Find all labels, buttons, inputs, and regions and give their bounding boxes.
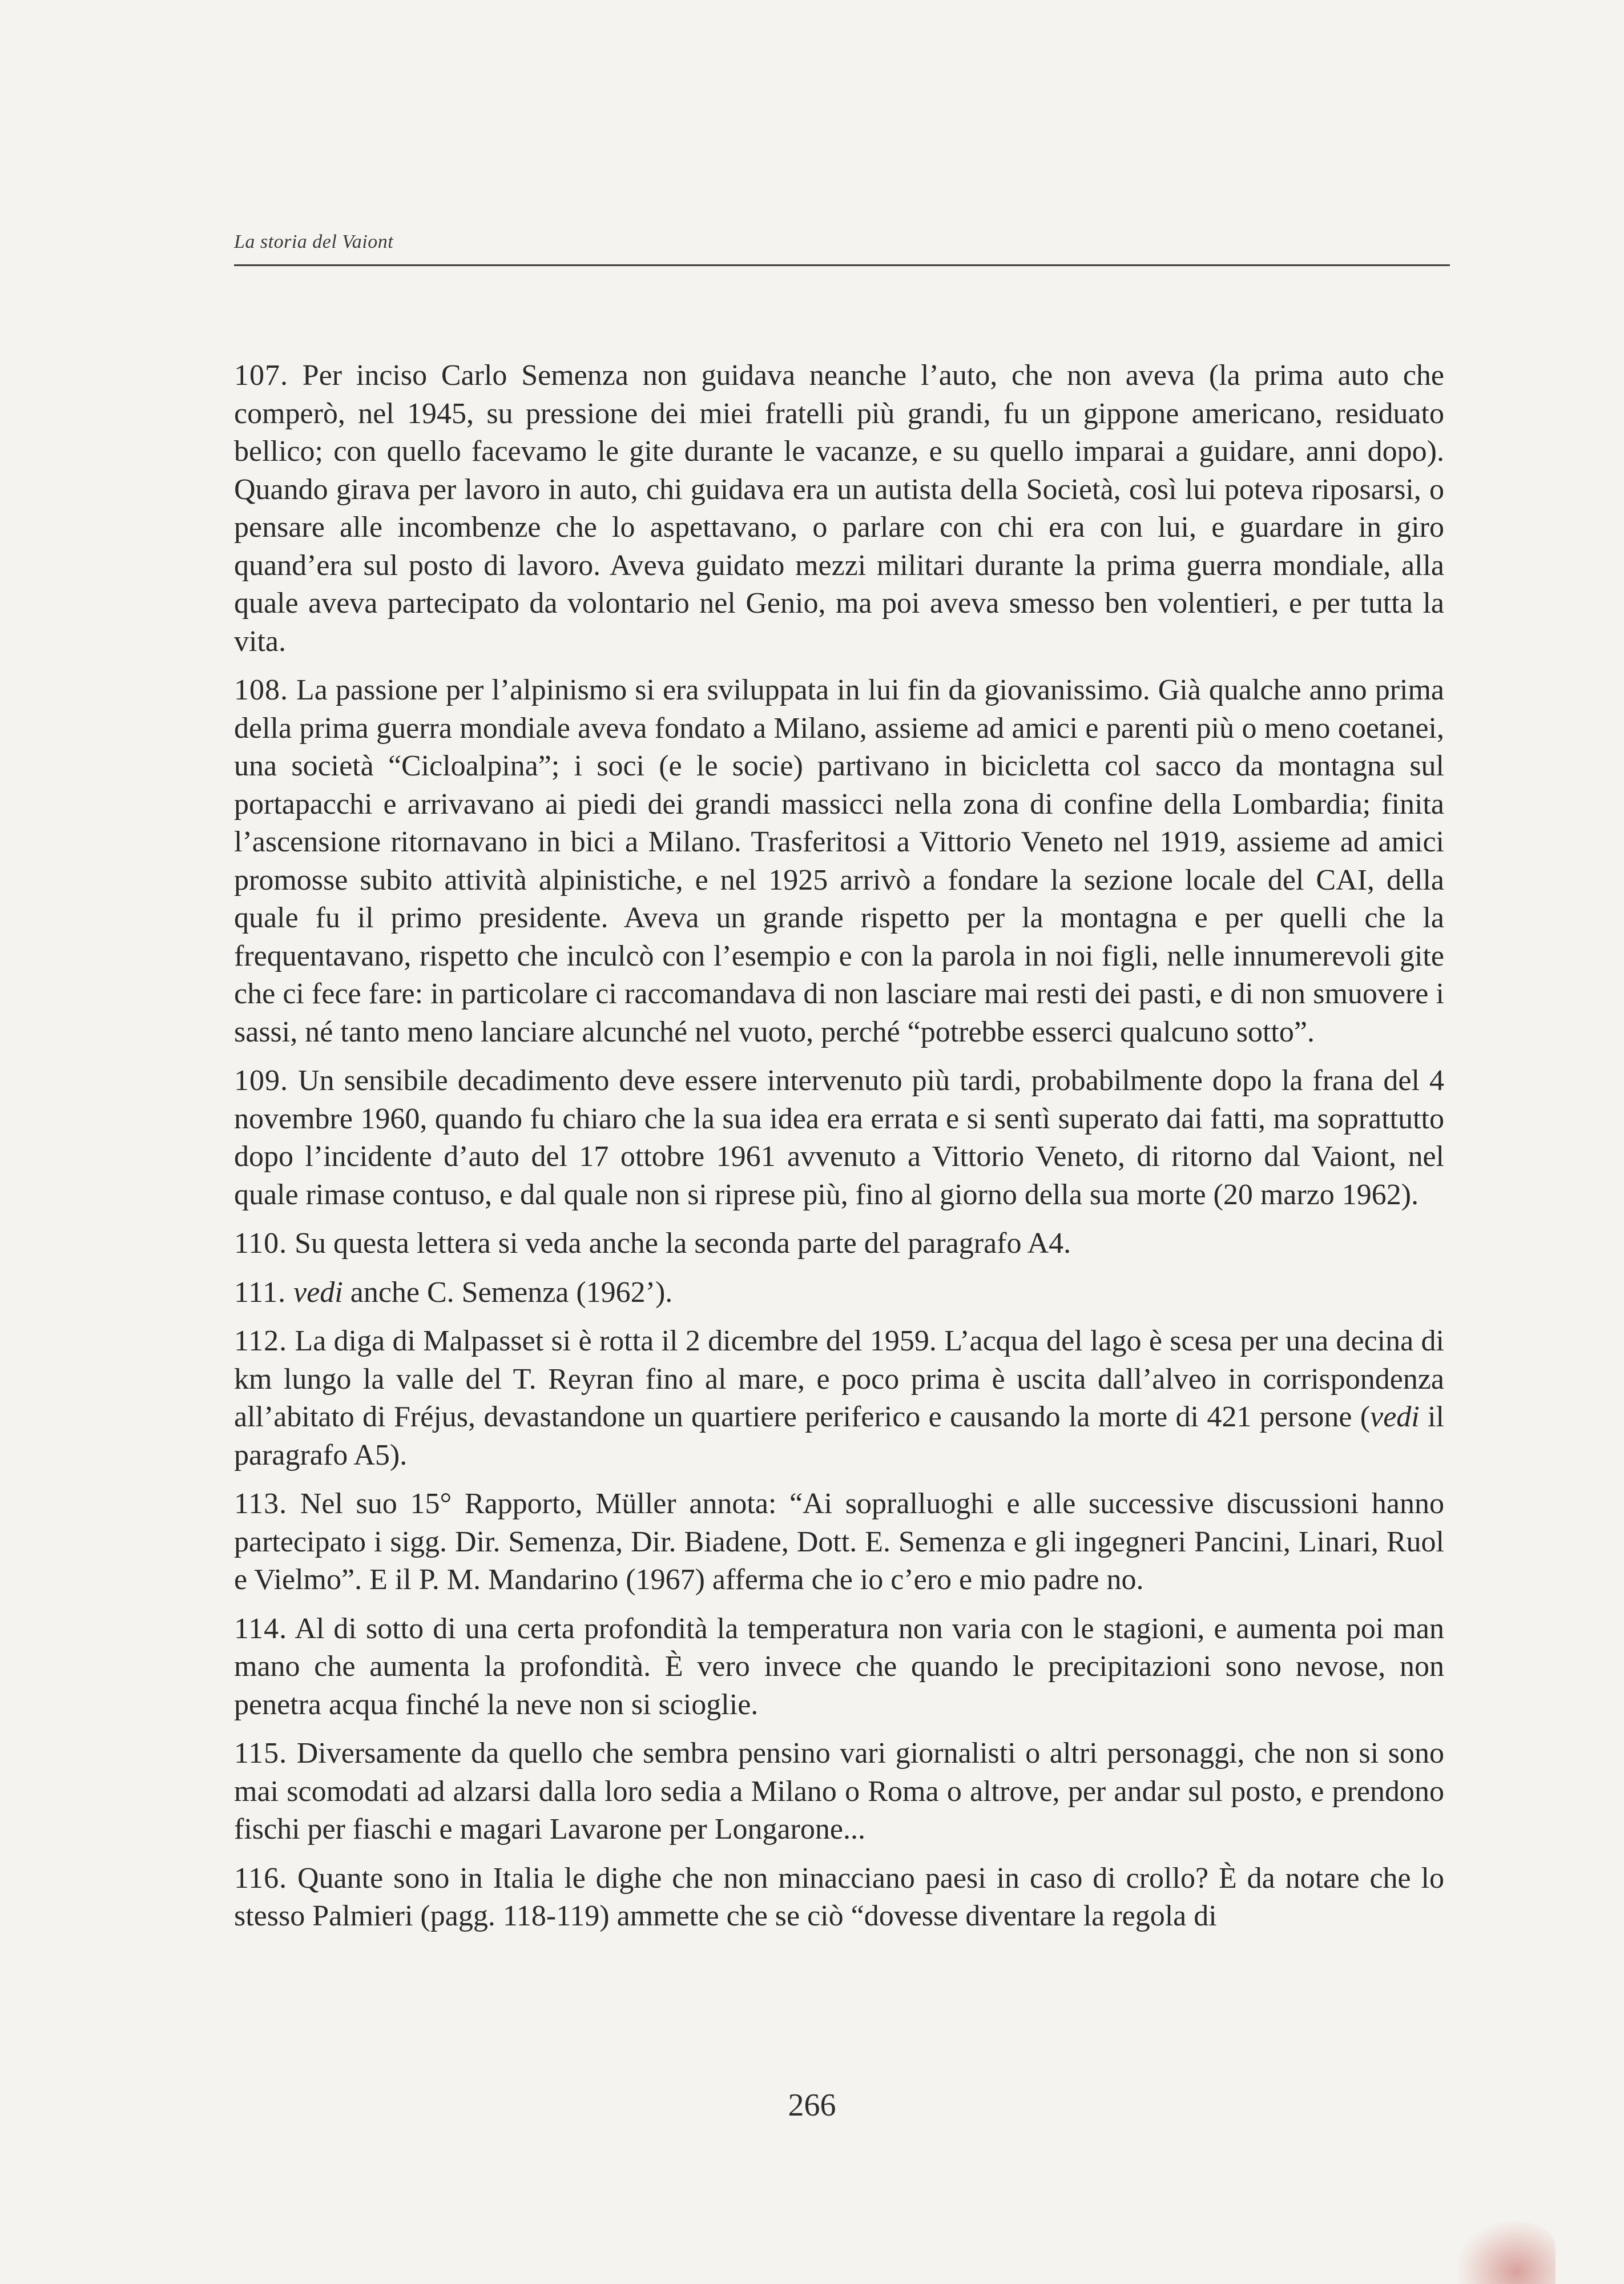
note-text-end: il paragrafo A5).	[234, 1401, 1444, 1471]
endnotes	[234, 357, 1444, 1947]
note-114	[234, 1610, 1444, 1724]
note-text: anche C. Semenza (1962’).	[342, 1276, 673, 1309]
note-number: 114.	[234, 1612, 288, 1645]
note-112	[234, 1322, 1444, 1474]
note-number: 110.	[234, 1227, 288, 1260]
note-text: Diversamente da quello che sembra pensino vari giornalisti o altri personaggi, che non si sono mai scomodati ad alzarsi dalla loro sedia a Milano o Roma o altrove, per andar sul posto, e prendono fischi per fiaschi e magari Lavarone per Longarone...	[234, 1737, 1444, 1845]
note-number: 108.	[234, 674, 288, 706]
note-text: Per inciso Carlo Semenza non guidava neanche l’auto, che non aveva (la prima auto che comperò, nel 1945, su pressione dei miei fratelli più grandi, fu un gippone americano, residuato bellico; con quello facevamo le gite durante le vacanze, e su quello imparai a guidare, anni dopo). Quando girava per lavoro in auto, chi guidava era un autista della Società, così lui poteva riposarsi, o pensare alle incombenze che lo aspettavano, o parlare con chi era con lui, e guardare in giro quand’era sul posto di lavoro. Aveva guidato mezzi militari durante la prima guerra mondiale, alla quale aveva partecipato da volontario nel Genio, ma poi aveva smesso ben volentieri, e per tutta la vita.	[234, 359, 1445, 658]
ink-smudge	[1458, 2221, 1556, 2284]
note-115	[234, 1735, 1444, 1849]
running-header: La storia del Vaiont	[234, 231, 394, 252]
note-text: La diga di Malpasset si è rotta il 2 dicembre del 1959. L’acqua del lago è scesa per una decina di km lungo la valle del T. Reyran fino al mare, e poco prima è uscita dall’alveo in corrispondenza all’abitato di Fréjus, devastandone un quartiere periferico e causando la morte di 421 persone (	[234, 1325, 1444, 1433]
note-107	[234, 357, 1444, 661]
note-number: 113.	[234, 1487, 288, 1520]
note-text: Quante sono in Italia le dighe che non minacciano paesi in caso di crollo? È da notare che lo stesso Palmieri (pagg. 118-119) ammette che se ciò “dovesse diventare la regola di	[234, 1861, 1444, 1932]
note-italic: vedi	[1370, 1401, 1420, 1433]
note-number: 112.	[234, 1325, 288, 1357]
note-text: La passione per l’alpinismo si era sviluppata in lui fin da giovanissimo. Già qualche anno prima della prima guerra mondiale aveva fondato a Milano, assieme ad amici e parenti più o meno coetanei, una società “Cicloalpina”; i soci (e le socie) partivano in bicicletta col sacco da montagna sul portapacchi e arrivavano ai piedi dei grandi massicci nella zona di confine della Lombardia; finita l’ascensione ritornavano in bici a Milano. Trasferitosi a Vittorio Veneto nel 1919, assieme ad amici promosse subito attività alpinistiche, e nel 1925 arrivò a fondare la sezione locale del CAI, della quale fu il primo presidente. Aveva un grande rispetto per la montagna e per quelli che la frequentavano, rispetto che inculcò con l’esempio e con la parola in noi figli, nelle innumerevoli gite che ci fece fare: in particolare ci raccomandava di non lasciare mai resti dei pasti, e di non smuovere i sassi, né tanto meno lanciare alcunché nel vuoto, perché “potrebbe esserci qualcuno sotto”.	[234, 674, 1444, 1048]
note-italic-lead: vedi	[293, 1276, 343, 1309]
page-number: 266	[788, 2088, 836, 2123]
note-108	[234, 671, 1444, 1051]
note-number: 116.	[234, 1861, 288, 1895]
note-number: 107.	[234, 359, 288, 392]
note-number: 115.	[234, 1737, 288, 1770]
note-109	[234, 1062, 1444, 1214]
note-number: 109.	[234, 1064, 288, 1097]
note-text: Al di sotto di una certa profondità la temperatura non varia con le stagioni, e aumenta poi man mano che aumenta la profondità. È vero invece che quando le precipitazioni sono nevose, non penetra acqua finché la neve non si scioglie.	[234, 1612, 1444, 1721]
note-110	[234, 1225, 1444, 1263]
note-text: Su questa lettera si veda anche la seconda parte del paragrafo A4.	[295, 1227, 1071, 1260]
note-number: 111.	[234, 1276, 287, 1309]
note-113	[234, 1485, 1444, 1599]
note-text: Nel suo 15° Rapporto, Müller annota: “Ai sopralluoghi e alle successive discussioni hanno partecipato i sigg. Dir. Semenza, Dir. Biadene, Dott. E. Semenza e gli ingegneri Pancini, Linari, Ruol e Vielmo”. E il P. M. Mandarino (1967) afferma che io c’ero e mio padre no.	[234, 1487, 1444, 1596]
note-116	[234, 1860, 1444, 1936]
note-111	[234, 1274, 1444, 1312]
note-text: Un sensibile decadimento deve essere intervenuto più tardi, probabilmente dopo la frana del 4 novembre 1960, quando fu chiaro che la sua idea era errata e si sentì superato dai fatti, ma soprattutto dopo l’incidente d’auto del 17 ottobre 1961 avvenuto a Vittorio Veneto, di ritorno dal Vaiont, nel quale rimase contuso, e dal quale non si riprese più, fino al giorno della sua morte (20 marzo 1962).	[234, 1064, 1444, 1211]
header-rule	[234, 264, 1450, 266]
